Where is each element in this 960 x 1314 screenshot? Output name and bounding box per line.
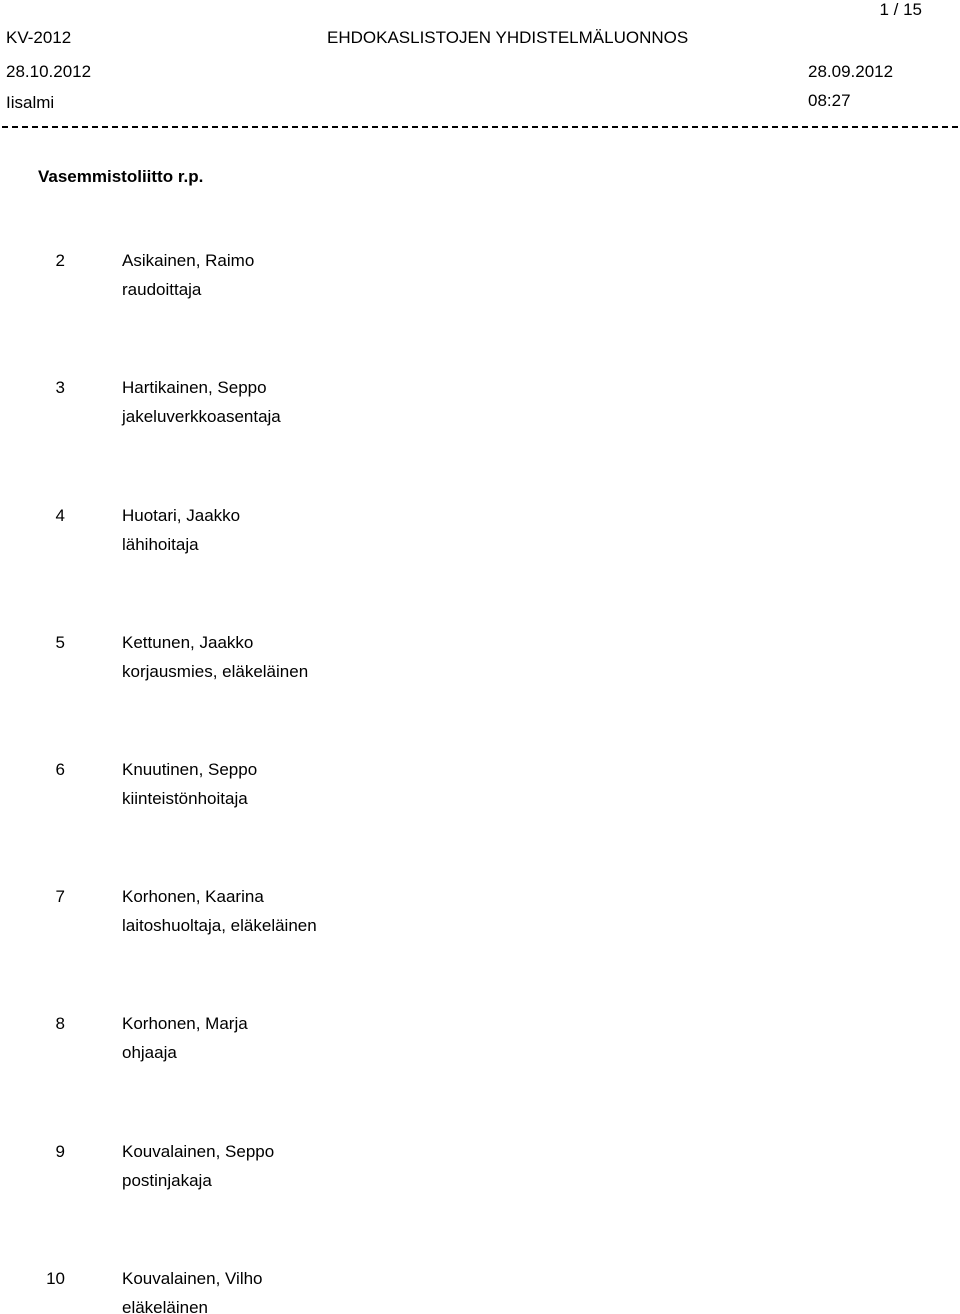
candidate-occupation: eläkeläinen <box>122 1298 209 1314</box>
party-name: Vasemmistoliitto r.p. <box>38 167 204 186</box>
candidate-number: 10 <box>46 1269 65 1288</box>
candidate-entry <box>0 1014 960 1074</box>
candidate-number: 7 <box>55 887 65 906</box>
candidate-name: Knuutinen, Seppo <box>122 760 258 779</box>
candidate-entry <box>0 506 960 566</box>
candidate-number: 8 <box>55 1014 65 1033</box>
candidate-name: Huotari, Jaakko <box>122 506 241 525</box>
candidate-number: 6 <box>55 760 65 779</box>
candidate-name: Korhonen, Kaarina <box>122 887 264 906</box>
candidate-name: Kouvalainen, Seppo <box>122 1142 275 1161</box>
candidate-occupation: korjausmies, eläkeläinen <box>122 662 309 681</box>
candidate-number: 3 <box>55 378 65 397</box>
candidate-number: 5 <box>55 633 65 652</box>
candidate-name: Asikainen, Raimo <box>122 251 255 270</box>
print-time: 08:27 <box>808 91 851 110</box>
municipality: Iisalmi <box>6 93 55 112</box>
candidate-occupation: lähihoitaja <box>122 535 199 554</box>
candidate-occupation: ohjaaja <box>122 1043 177 1062</box>
candidate-entry <box>0 1142 960 1202</box>
candidate-number: 4 <box>55 506 65 525</box>
candidate-occupation: postinjakaja <box>122 1171 212 1190</box>
candidate-name: Kouvalainen, Vilho <box>122 1269 263 1288</box>
election-code: KV-2012 <box>6 28 72 47</box>
candidate-entry <box>0 251 960 311</box>
header-separator <box>2 126 958 128</box>
candidate-entry <box>0 887 960 947</box>
candidate-occupation: jakeluverkkoasentaja <box>122 407 281 426</box>
print-date: 28.09.2012 <box>808 62 894 81</box>
candidate-number: 9 <box>55 1142 65 1161</box>
candidate-entry <box>0 378 960 438</box>
election-date: 28.10.2012 <box>6 62 92 81</box>
candidate-entry <box>0 633 960 693</box>
candidate-occupation: laitoshuoltaja, eläkeläinen <box>122 916 317 935</box>
candidate-name: Kettunen, Jaakko <box>122 633 254 652</box>
candidate-occupation: raudoittaja <box>122 280 202 299</box>
candidate-entry <box>0 760 960 820</box>
page-number: 1 / 15 <box>879 0 922 19</box>
candidate-entry <box>0 1269 960 1314</box>
candidate-occupation: kiinteistönhoitaja <box>122 789 248 808</box>
candidate-name: Hartikainen, Seppo <box>122 378 267 397</box>
document-title: EHDOKASLISTOJEN YHDISTELMÄLUONNOS <box>327 28 689 47</box>
candidate-name: Korhonen, Marja <box>122 1014 248 1033</box>
candidate-number: 2 <box>55 251 65 270</box>
